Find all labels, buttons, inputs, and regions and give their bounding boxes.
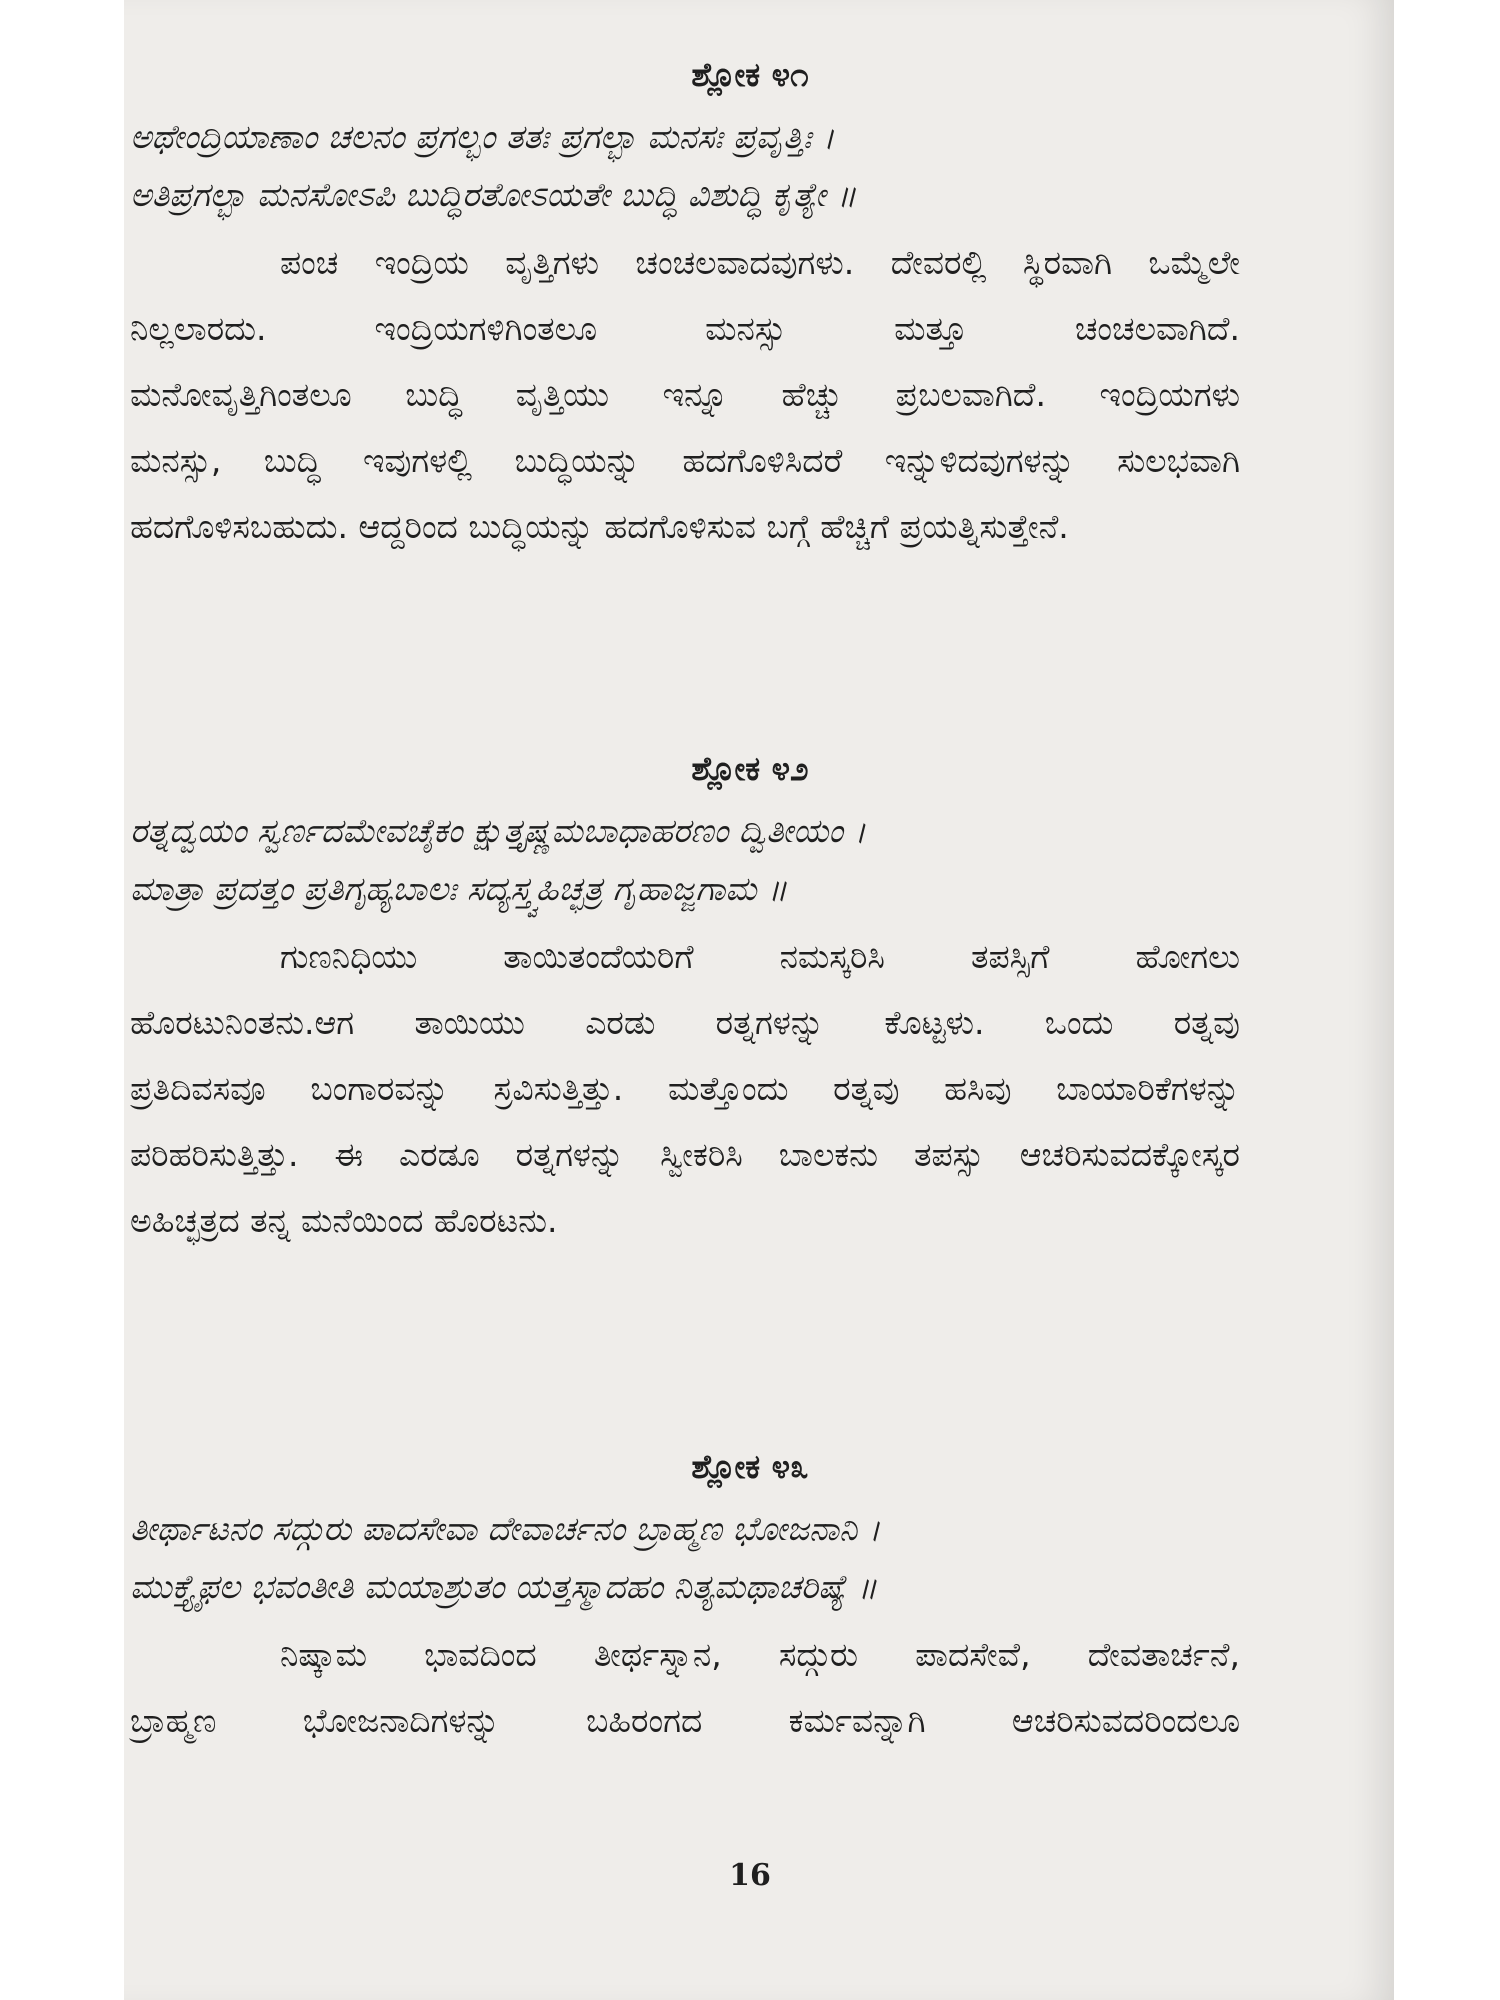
prose-block <box>130 230 1370 560</box>
prose-line: ಅಹಿಚ್ಛತ್ರದ ತನ್ನ ಮನೆಯಿಂದ ಹೊರಟನು. <box>130 1201 558 1240</box>
prose-line: ಪ್ರತಿದಿವಸವೂ ಬಂಗಾರವನ್ನು ಸ್ರವಿಸುತ್ತಿತ್ತು. ಮತ್ತೊಂದು ರತ್ನವು ಹಸಿವು ಬಾಯಾರಿಕೆಗಳನ್ನು <box>130 1069 1240 1108</box>
shloka-heading: ಶ್ಲೋಕ ೪೧ <box>691 55 809 94</box>
prose-line: ನಿಷ್ಕಾಮ ಭಾವದಿಂದ ತೀರ್ಥಸ್ನಾನ, ಸದ್ಗುರು ಪಾದಸೇವೆ, ದೇವತಾರ್ಚನೆ, <box>280 1635 1240 1674</box>
prose-block <box>130 1622 1370 1754</box>
verse-line: ರತ್ನದ್ವಯಂ ಸ್ವರ್ಣದಮೇವಚೈಕಂ ಕ್ಷುತ್ತೃಷ್ಣಮಬಾಧಾಹರಣಂ ದ್ವಿತೀಯಂ । <box>130 811 867 850</box>
verse-block <box>130 108 1370 224</box>
shloka-heading: ಶ್ಲೋಕ ೪೨ <box>691 749 809 788</box>
shloka-heading: ಶ್ಲೋಕ ೪೩ <box>691 1447 809 1486</box>
prose-line: ಹೊರಟುನಿಂತನು.ಆಗ ತಾಯಿಯು ಎರಡು ರತ್ನಗಳನ್ನು ಕೊಟ್ಟಳು. ಒಂದು ರತ್ನವು <box>130 1003 1240 1042</box>
prose-line: ಪಂಚ ಇಂದ್ರಿಯ ವೃತ್ತಿಗಳು ಚಂಚಲವಾದವುಗಳು. ದೇವರಲ್ಲಿ ಸ್ಥಿರವಾಗಿ ಒಮ್ಮೆಲೇ <box>280 243 1240 282</box>
prose-line: ಹದಗೊಳಿಸಬಹುದು. ಆದ್ದರಿಂದ ಬುದ್ಧಿಯನ್ನು ಹದಗೊಳಿಸುವ ಬಗ್ಗೆ ಹೆಚ್ಚಿಗೆ ಪ್ರಯತ್ನಿಸುತ್ತೇನೆ. <box>130 507 1069 546</box>
verse-line: ತೀರ್ಥಾಟನಂ ಸದ್ಗುರು ಪಾದಸೇವಾ ದೇವಾರ್ಚನಂ ಬ್ರಾಹ್ಮಣ ಭೋಜನಾನಿ । <box>130 1509 881 1548</box>
verse-block <box>130 802 1370 918</box>
prose-line: ನಿಲ್ಲಲಾರದು. ಇಂದ್ರಿಯಗಳಿಗಿಂತಲೂ ಮನಸ್ಸು ಮತ್ತೂ ಚಂಚಲವಾಗಿದೆ. <box>130 309 1240 348</box>
verse-block <box>130 1500 1370 1616</box>
shloka-section-41 <box>130 50 1370 560</box>
verse-line: ಅತಿಪ್ರಗಲ್ಭಾ ಮನಸೋಽಪಿ ಬುದ್ಧಿರತೋಽಯತೇ ಬುದ್ಧಿ ವಿಶುದ್ಧಿ ಕೃತ್ಯೇ ॥ <box>130 175 857 214</box>
prose-line: ಗುಣನಿಧಿಯು ತಾಯಿತಂದೆಯರಿಗೆ ನಮಸ್ಕರಿಸಿ ತಪಸ್ಸಿಗೆ ಹೋಗಲು <box>280 937 1240 976</box>
shloka-section-42 <box>130 744 1370 1254</box>
prose-line: ಮನೋವೃತ್ತಿಗಿಂತಲೂ ಬುದ್ಧಿ ವೃತ್ತಿಯು ಇನ್ನೂ ಹೆಚ್ಚು ಪ್ರಬಲವಾಗಿದೆ. ಇಂದ್ರಿಯಗಳು <box>130 375 1240 414</box>
verse-line: ಮುಕ್ತ್ಯೈಫಲ ಭವಂತೀತಿ ಮಯಾಶ್ರುತಂ ಯತ್ತಸ್ಮಾದಹಂ ನಿತ್ಯಮಥಾಚರಿಷ್ಯೆ ॥ <box>130 1567 878 1606</box>
prose-block <box>130 924 1370 1254</box>
prose-line: ಮನಸ್ಸು, ಬುದ್ಧಿ ಇವುಗಳಲ್ಲಿ ಬುದ್ಧಿಯನ್ನು ಹದಗೊಳಿಸಿದರೆ ಇನ್ನುಳಿದವುಗಳನ್ನು ಸುಲಭವಾಗಿ <box>130 441 1240 480</box>
prose-line: ಬ್ರಾಹ್ಮಣ ಭೋಜನಾದಿಗಳನ್ನು ಬಹಿರಂಗದ ಕರ್ಮವನ್ನಾಗಿ ಆಚರಿಸುವದರಿಂದಲೂ <box>130 1701 1240 1740</box>
page-number: 16 <box>729 1858 771 1893</box>
verse-line: ಅಥೇಂದ್ರಿಯಾಣಾಂ ಚಲನಂ ಪ್ರಗಲ್ಭಂ ತತಃ ಪ್ರಗಲ್ಭಾ ಮನಸಃ ಪ್ರವೃತ್ತಿಃ । <box>130 117 835 156</box>
shloka-section-43 <box>130 1442 1370 1754</box>
verse-line: ಮಾತ್ರಾ ಪ್ರದತ್ತಂ ಪ್ರತಿಗೃಹ್ಯಬಾಲಃ ಸದ್ಯಸ್ತ್ವಹಿಚ್ಛತ್ರ ಗೃಹಾಜ್ಜಗಾಮ ॥ <box>130 869 788 908</box>
prose-line: ಪರಿಹರಿಸುತ್ತಿತ್ತು. ಈ ಎರಡೂ ರತ್ನಗಳನ್ನು ಸ್ವೀಕರಿಸಿ ಬಾಲಕನು ತಪಸ್ಸು ಆಚರಿಸುವದಕ್ಕೋಸ್ಕರ <box>130 1135 1240 1174</box>
